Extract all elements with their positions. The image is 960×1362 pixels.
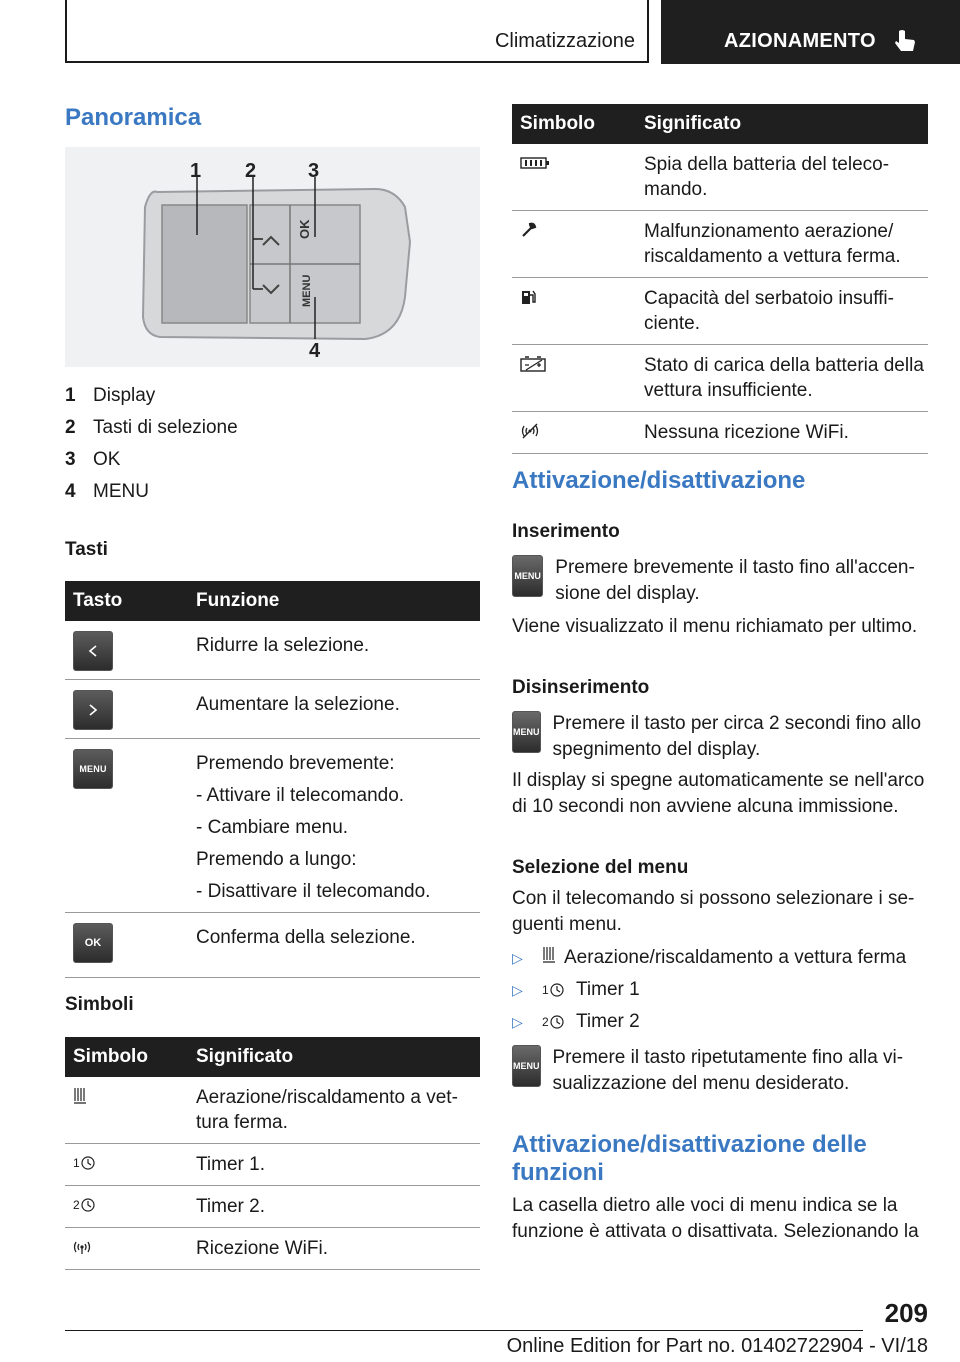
heading-funzioni: Attivazione/disattivazione delle funzioni xyxy=(512,1131,867,1186)
heading-attivazione: Attivazione/disattivazione xyxy=(512,467,806,494)
remote-control-figure xyxy=(65,147,480,367)
menu-key-icon: MENU xyxy=(512,711,541,753)
inserimento-instruction: MENU Premere brevemente il tasto fino all'accen- sione del display. xyxy=(512,555,928,607)
ventilation-icon xyxy=(542,946,564,970)
table-row: Stato di carica della batteria della vettura insufficiente. xyxy=(512,345,928,412)
menu-bullet-list xyxy=(512,942,928,1038)
list-item: ▷ Aerazione/riscaldamento a vettura ferma xyxy=(512,947,907,968)
ventilation-icon xyxy=(73,1085,111,1107)
ok-key-icon: OK xyxy=(73,923,113,963)
remote-battery-icon xyxy=(520,152,558,174)
hand-pointer-icon xyxy=(893,28,919,59)
legend-item: 1 Display xyxy=(65,385,156,406)
table-row: MENU Premendo brevemente: - Attivare il telecomando. - Cambiare menu. Premendo a lungo: - Disattivare il telecomando. xyxy=(65,739,480,913)
fuel-pump-icon xyxy=(520,286,558,308)
subheading-selezione: Selezione del menu xyxy=(512,857,689,878)
svg-text:3: 3 xyxy=(308,160,320,182)
header-chapter-title: AZIONAMENTO xyxy=(724,30,876,52)
table-row: Aumentare la selezione. xyxy=(65,680,480,739)
selezione-text: Con il telecomando si possono selezionare i se- guenti menu. xyxy=(512,888,915,935)
table-row: 2 Timer 2. xyxy=(65,1186,480,1228)
timer-2-icon: 2 xyxy=(542,1014,576,1030)
wrench-icon xyxy=(520,219,558,241)
page-number: 209 xyxy=(884,1298,928,1328)
funzioni-text: La casella dietro alle voci di menu indica se la funzione è attivata o disattivata. Selezionando la xyxy=(512,1195,919,1242)
table-row: Nessuna ricezione WiFi. xyxy=(512,412,928,454)
table-row: Aerazione/riscaldamento a vet- tura ferma. xyxy=(65,1077,480,1144)
list-item: ▷ 1 Timer 1 xyxy=(512,979,640,1000)
legend-item: 2 Tasti di selezione xyxy=(65,417,238,438)
table-row: Capacità del serbatoio insuffi- ciente. xyxy=(512,278,928,345)
footer-divider xyxy=(65,1330,863,1331)
right-arrow-key-icon xyxy=(73,690,113,730)
disinserimento-instruction: MENU Premere il tasto per circa 2 secondi fino allo spegnimento del display. xyxy=(513,713,922,760)
svg-text:4: 4 xyxy=(309,340,321,362)
legend-item: 3 OK xyxy=(65,449,121,470)
svg-text:2: 2 xyxy=(245,160,257,182)
tasti-table: Tasto Funzione Ridurre la selezione. Aumentare la selezione. MENU Premendo brevemente: - Attivare il telecomando. - Cambiare menu. Premendo a lungo: - Disattivare il telecomando. OK Conferma della selezione. xyxy=(65,581,480,978)
disinserimento-text: Il display si spegne automaticamente se nell'arco di 10 secondi non avviene alcuna immissione. xyxy=(512,770,925,817)
timer-1-icon: 1 xyxy=(542,982,576,998)
subheading-simboli: Simboli xyxy=(65,994,134,1015)
table-row: 1 Timer 1. xyxy=(65,1144,480,1186)
table-row: Malfunzionamento aerazione/ riscaldamento a vettura ferma. xyxy=(512,211,928,278)
timer-2-icon: 2 xyxy=(73,1194,111,1216)
heading-panoramica: Panoramica xyxy=(65,104,202,131)
inserimento-text: Viene visualizzato il menu richiamato per ultimo. xyxy=(512,616,918,637)
header-section-title: Climatizzazione xyxy=(494,30,635,52)
svg-text:MENU: MENU xyxy=(301,274,313,307)
subheading-inserimento: Inserimento xyxy=(512,521,620,542)
menu-key-icon: MENU xyxy=(512,1045,541,1087)
menu-key-icon: MENU xyxy=(73,749,113,789)
footer-edition: Online Edition for Part no. 01402722904 - VI/18 xyxy=(506,1335,928,1357)
selezione-instruction: MENU Premere il tasto ripetutamente fino alla vi- sualizzazione del menu desiderato. xyxy=(513,1047,904,1094)
timer-1-icon: 1 xyxy=(73,1152,111,1174)
table-row: OK Conferma della selezione. xyxy=(65,913,480,978)
figure-legend xyxy=(65,380,238,508)
vehicle-battery-icon xyxy=(520,353,558,375)
table-row: Spia della batteria del teleco- mando. xyxy=(512,144,928,211)
subheading-tasti: Tasti xyxy=(65,539,108,560)
wifi-icon xyxy=(73,1236,111,1258)
simboli-table-right: Simbolo Significato Spia della batteria del teleco- mando. Malfunzionamento aerazione/ riscaldamento a vettura ferma. Capacità del serbatoio insuffi- ciente. Stato di carica della batteria della vettura insufficiente. Nessuna ricezione WiFi. xyxy=(512,104,928,454)
subheading-disinserimento: Disinserimento xyxy=(512,677,650,698)
table-row: Ridurre la selezione. xyxy=(65,621,480,680)
menu-key-icon: MENU xyxy=(512,555,543,597)
svg-text:OK: OK xyxy=(297,219,312,239)
table-row: Ricezione WiFi. xyxy=(65,1228,480,1270)
left-arrow-key-icon xyxy=(73,631,113,671)
list-item: ▷ 2 Timer 2 xyxy=(512,1011,640,1032)
simboli-table-left: Simbolo Significato Aerazione/riscaldamento a vet- tura ferma. 1 Timer 1. 2 Timer 2. Ricezione WiFi. xyxy=(65,1037,480,1270)
svg-text:1: 1 xyxy=(190,160,202,182)
no-wifi-icon xyxy=(520,420,558,442)
legend-item: 4 MENU xyxy=(65,481,149,502)
